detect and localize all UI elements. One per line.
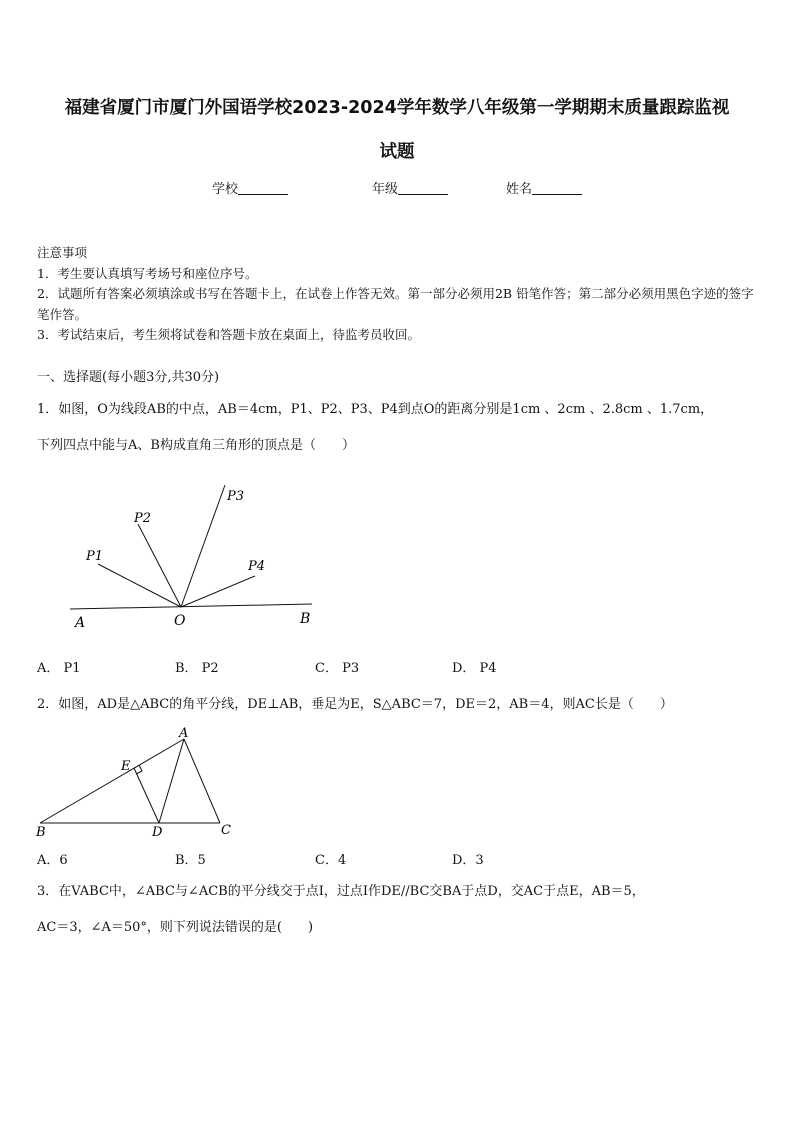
q3-line-1: 3．在VABC中，∠ABC与∠ACB的平分线交于点I，过点I作DE//BC交BA于点D，交AC于点E，AB＝5， (37, 884, 645, 899)
q1-label-p4: P4 (248, 559, 266, 574)
notes-block (37, 243, 759, 346)
q2-label-d: D (152, 825, 163, 840)
q2-perpendicular-de (134, 768, 159, 823)
q1-label-a: A (75, 615, 86, 631)
name-field (506, 180, 582, 200)
q1-label-b: B (300, 611, 311, 627)
q1-label-p3: P3 (227, 489, 245, 504)
school-field (212, 180, 288, 200)
school-label: 学校 (212, 182, 239, 197)
q1-label-p2: P2 (134, 511, 152, 526)
notes-item-2: 2．试题所有答案必须填涂或书写在答题卡上，在试卷上作答无效。第一部分必须用2B 铅笔作答；第二部分必须用黑色字迹的签字笔作答。 (37, 286, 754, 322)
grade-field (372, 180, 448, 200)
q1-ray-p2 (138, 524, 181, 607)
grade-label: 年级 (372, 182, 399, 197)
question-1 (37, 392, 759, 464)
title-line-1: 福建省厦门市厦门外国语学校2023-2024学年数学八年级第一学期期末质量跟踪监视 (64, 98, 730, 118)
q1-line-1: 1．如图，O为线段AB的中点，AB＝4cm，P1、P2、P3、P4到点O的距离分别是1cm 、2cm 、2.8cm 、1.7cm， (37, 402, 714, 417)
q1-choice-c[interactable]: C． P3 (315, 661, 360, 676)
q1-choice-d[interactable]: D． P4 (452, 661, 497, 676)
q2-choice-d[interactable]: D．3 (452, 853, 484, 868)
q1-ray-p4 (181, 576, 255, 607)
q1-figure (60, 478, 330, 638)
q3-line-2: AC＝3，∠A＝50°，则下列说法错误的是( ) (37, 920, 314, 935)
grade-blank (398, 180, 448, 195)
notes-item-3: 3．考试结束后，考生须将试卷和答题卡放在桌面上，待监考员收回。 (37, 327, 420, 342)
q2-choice-a[interactable]: A．6 (37, 853, 68, 868)
section-heading: 一、选择题(每小题3分,共30分) (37, 370, 220, 385)
q1-ray-p1 (98, 564, 181, 607)
q2-choice-b[interactable]: B．5 (175, 853, 206, 868)
name-blank (532, 180, 582, 195)
name-label: 姓名 (506, 182, 533, 197)
q2-label-e: E (121, 759, 131, 774)
notes-heading: 注意事项 (37, 245, 88, 260)
school-blank (238, 180, 288, 195)
q2-figure (30, 724, 250, 842)
q2-line-1: 2．如图，AD是△ABC的角平分线，DE⊥AB，垂足为E，S△ABC＝7，DE＝2，AB＝4，则AC长是（ ） (37, 697, 673, 712)
q1-choice-a[interactable]: A． P1 (37, 661, 81, 676)
q1-line-ab (70, 604, 312, 609)
notes-item-1: 1．考生要认真填写考场号和座位序号。 (37, 265, 258, 281)
q2-label-a: A (179, 726, 189, 741)
q1-label-o: O (174, 613, 186, 629)
q2-label-b: B (36, 825, 46, 840)
question-3 (37, 874, 759, 946)
question-2 (37, 687, 759, 723)
exam-title (40, 86, 754, 174)
q2-side-ac (184, 739, 220, 823)
q1-ray-p3 (181, 485, 225, 607)
q1-label-p1: P1 (86, 549, 104, 564)
q1-line-2: 下列四点中能与A、B构成直角三角形的顶点是（ ） (37, 438, 355, 453)
title-line-2: 试题 (379, 142, 415, 162)
q2-choice-c[interactable]: C．4 (315, 853, 347, 868)
q2-label-c: C (221, 823, 231, 838)
q1-choice-b[interactable]: B． P2 (175, 661, 219, 676)
